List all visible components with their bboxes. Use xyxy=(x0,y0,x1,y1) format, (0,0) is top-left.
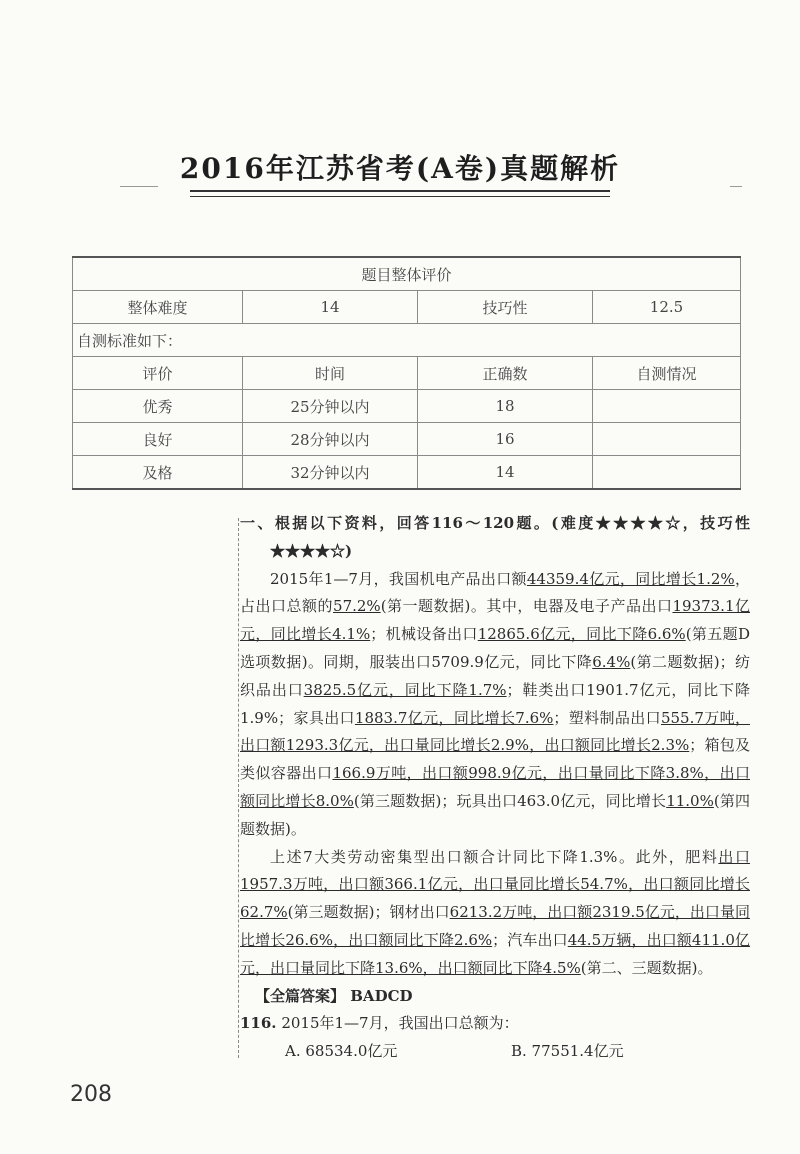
title-rule xyxy=(190,190,610,192)
page-title: 2016年江苏省考(A卷)真题解析 xyxy=(179,152,621,185)
question-text: 2015年1—7月，我国出口总额为： xyxy=(281,1014,519,1033)
difficulty-label: 整体难度 xyxy=(73,291,243,324)
grade-cell: 优秀 xyxy=(73,390,243,423)
option-b: B. 77551.4亿元 xyxy=(511,1042,624,1061)
question-section xyxy=(240,510,750,1066)
skill-label: 技巧性 xyxy=(418,291,593,324)
time-cell: 25分钟以内 xyxy=(243,390,418,423)
options-row xyxy=(240,1038,750,1066)
self-cell xyxy=(593,423,741,456)
time-cell: 32分钟以内 xyxy=(243,456,418,490)
table-header: 时间 xyxy=(243,357,418,390)
decorative-dash-right xyxy=(730,186,742,187)
table-header: 正确数 xyxy=(418,357,593,390)
table-row xyxy=(73,390,741,423)
table-caption: 题目整体评价 xyxy=(73,257,741,291)
correct-cell: 16 xyxy=(418,423,593,456)
difficulty-value: 14 xyxy=(243,291,418,324)
question-116 xyxy=(240,1010,750,1038)
time-cell: 28分钟以内 xyxy=(243,423,418,456)
material-paragraph-2: 上述7大类劳动密集型出口额合计同比下降1.3%。此外，肥料出口1957.3万吨，出口额366.1亿元，出口量同比增长54.7%，出口额同比增长62.7%(第三题数据)；钢材出口6213.2万吨，出口额2319.5亿元，出口量同比增长26.6%，出口额同比下降2.6%；汽车出口44.5万辆，出口额411.0亿元，出口量同比下降13.6%，出口额同比下降4.5%(第二、三题数据)。 xyxy=(240,847,750,977)
table-header: 自测情况 xyxy=(593,357,741,390)
page-number: 208 xyxy=(70,1082,112,1107)
question-number: 116. xyxy=(240,1014,277,1033)
skill-value: 12.5 xyxy=(593,291,741,324)
option-a: A. 68534.0亿元 xyxy=(285,1042,398,1061)
answer-key-value: BADCD xyxy=(350,986,413,1005)
correct-cell: 14 xyxy=(418,456,593,490)
decorative-dash-left xyxy=(120,186,158,187)
section-heading: 一、根据以下资料，回答116～120题。(难度★★★★☆，技巧性★★★★☆) xyxy=(240,514,750,560)
table-row xyxy=(73,456,741,490)
title-rule-thin xyxy=(190,196,610,197)
table-header: 评价 xyxy=(73,357,243,390)
grade-cell: 及格 xyxy=(73,456,243,490)
table-row xyxy=(73,423,741,456)
self-test-note: 自测标准如下： xyxy=(73,324,741,357)
self-cell xyxy=(593,456,741,490)
correct-cell: 18 xyxy=(418,390,593,423)
answer-key-label: 【全篇答案】 xyxy=(255,986,346,1005)
answer-key xyxy=(240,983,750,1011)
grade-cell: 良好 xyxy=(73,423,243,456)
evaluation-table xyxy=(72,256,741,490)
self-cell xyxy=(593,390,741,423)
material-paragraph-1: 2015年1—7月，我国机电产品出口额44359.4亿元，同比增长1.2%，占出口总额的57.2%(第一题数据)。其中，电器及电子产品出口19373.1亿元，同比增长4.1%；机械设备出口12865.6亿元，同比下降6.6%(第五题D选项数据)。同期，服装出口5709.9亿元，同比下降6.4%(第二题数据)；纺织品出口3825.5亿元，同比下降1.7%；鞋类出口1901.7亿元，同比下降1.9%；家具出口1883.7亿元，同比增长7.6%；塑料制品出口555.7万吨，出口额1293.3亿元，出口量同比增长2.9%，出口额同比增长2.3%；箱包及类似容器出口166.9万吨，出口额998.9亿元，出口量同比下降3.8%，出口额同比增长8.0%(第三题数据)；玩具出口463.0亿元，同比增长11.0%(第四题数据)。 xyxy=(240,569,750,838)
margin-dashed-rule xyxy=(238,518,239,1058)
